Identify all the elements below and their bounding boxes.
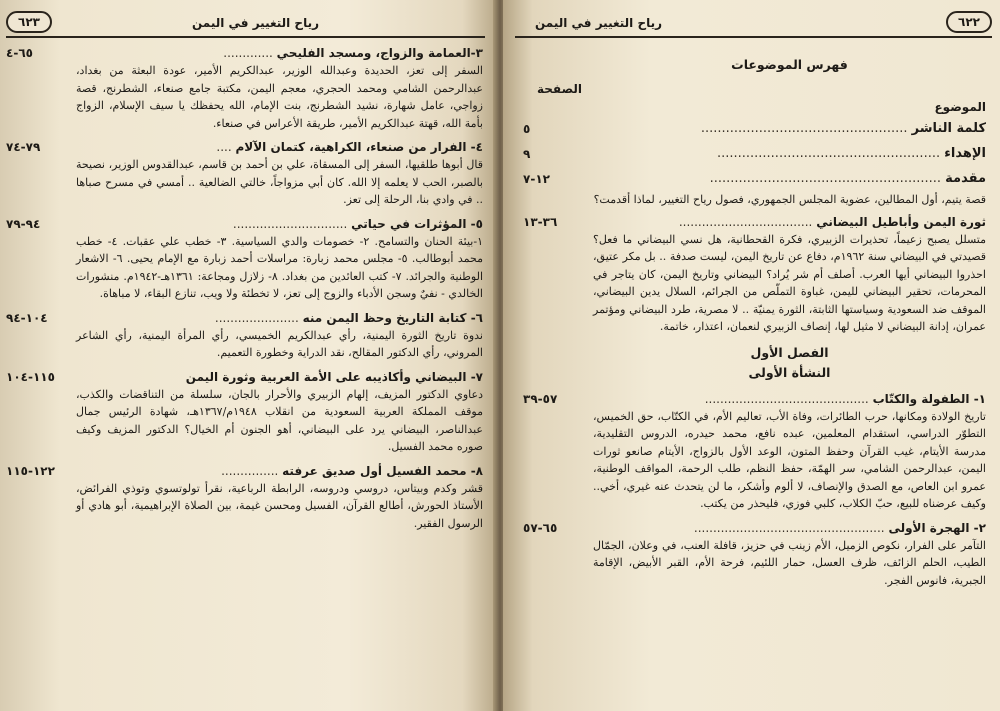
- toc-entry-title: ٤- الفرار من صنعاء، الكراهية، كتمان الآلام: [235, 140, 483, 154]
- toc-entry-title: ٥- المؤثرات في حياتي: [351, 216, 483, 231]
- toc-entry-body: التآمر على الفرار، نكوص الزميل، الأم زينب في حزيز، قافلة العنب، في وعلان، الجمّال الطيب، الحلم الزائف، ظرف العسل، حمار اللئيم، فرحة الأم، القبر الأبيض، الإقامة الجبرية، فانوس الفجر.: [593, 538, 986, 587]
- toc-entry-pages: ١١٥-١٠٤: [6, 369, 55, 384]
- toc-entry: ٨- محمد الفسيل أول صديق عرفته ............... ١٢٢-١١٥ قشر وكدم وبيتاس، دروسي ودروسه، الرابطة الرباعية، نقرأ تولوتسوي وتوذي الفرائض، الأستاذ الحورش، أطالع القرآن، الفسيل ومحسن غيمة، بين الصلاة الإبراهيمية، أبو هادي أو الرسول الفقير.: [6, 462, 483, 533]
- toc-entry-pages: ٦٥-٥٧: [523, 520, 558, 535]
- toc-entry-pages: ٣٦-١٣: [523, 214, 558, 229]
- left-toc-list: [6, 44, 483, 711]
- toc-entry: ٥- المؤثرات في حياتي .............................. ٩٤-٧٩ ١-بيئة الحنان والتسامح. ٢- خصومات والدي السياسية. ٣- خطب علي عقبات. ٤- خطب محمد أبوطالب. ٥- مجلس محمد زبارة: مراسلات أحمد زبارة مع الإمام يحيى. ٦- الاشعار الوطنية والجرائد. ٧- كتب العائدين من بغداد. ٨- زلازل ومجاعة: ١٣٦١هـ-١٩٤٢م. منشورات الخالدي - نفيٌ وسجن الأدباء والزوج إلى تعز، لا تخطئة ولا ويب، تنازع البقاء، لا مباهاة.: [6, 215, 483, 303]
- left-page: [0, 0, 497, 711]
- toc-entry: ٤- الفرار من صنعاء، الكراهية، كتمان الآلام .... ٧٩-٧٤ قال أبوها طلقيها، السفر إلى المسقاة، علي بن أحمد بن قاسم، عبدالقدوس الوزير، نصيحة بالصبر، الحب لا يعلمه إلا الله. كان أبي مزواجاً، خالتي الضالعية .. أمسي في مسرح صباها .. في وادي بنا، الرحلة إلى تعز.: [6, 138, 483, 209]
- toc-entry-title: ثورة اليمن وأباطيل البيضاني: [816, 214, 986, 229]
- toc-entry-title: مقدمة: [945, 171, 986, 186]
- toc-entry-body: ١-بيئة الحنان والتسامح. ٢- خصومات والدي السياسية. ٣- خطب علي عقبات. ٤- خطب محمد أبوطالب. ٥- مجلس محمد زبارة: مراسلات أحمد زبارة مع الإمام يحيى. ٦- الاشعار الوطنية والجرائد. ٧- كتب العائدين من بغداد. ٨- زلازل ومجاعة: ١٣٦١هـ-١٩٤٢م. منشورات الخالدي - نفيٌ وسجن الأدباء والزوج إلى تعز، لا تخطئة ولا ويب، تنازع البقاء، لا مباهاة.: [76, 234, 484, 300]
- toc-entry-body: السفر إلى تعز، الحديدة وعبدالله الوزير، عبدالكريم الأمير، عودة البعثة من بغداد، عبدالرحمن الشامي ومحمد الحجري، معجم اليمن، مكتبة جامع صنعاء، الشطرنج، قصة زواجي، عامل شهارة، نشيد الشطرنج، بنت الإمام، الله يحفظك يا سيف الإسلام، الزواج بأمة الله، قهتة عبدالكريم الأمير، طريقة الأعراس في صنعاء.: [76, 64, 483, 130]
- toc-entry-body: دعاوي الدكتور المزيف، إلهام الزبيري والأحرار بالجان، سلسلة من التناقضات والكذب، موقف المملكة العربية السعودية من انقلاب ١٩٤٨م/١٣٦٧هـ، شهادة الرئيس جمال عبدالناصر، البيضاني يرد على البيضاني، أهو الجنون أم الخيال؟ الدكتور المزيف وكيف صوره محمد الفسيل.: [76, 387, 484, 453]
- toc-entry-pages: ٩: [523, 147, 531, 161]
- toc-entry-pages: ٧٩-٧٤: [6, 140, 41, 154]
- toc-entry-title: ٨- محمد الفسيل أول صديق عرفته: [282, 463, 483, 478]
- right-running-title: رياح التغيير في اليمن: [535, 16, 663, 30]
- toc-entry-pages: ٥٧-٣٩: [523, 391, 558, 406]
- toc-entry: كلمة الناشر .................................................. ٥: [523, 121, 986, 136]
- toc-column-headers: [523, 80, 986, 114]
- toc-entry-body: قشر وكدم وبيتاس، دروسي ودروسه، الرابطة الرباعية، نقرأ تولوتسوي وتوذي الفرائض، الأستاذ الحورش، أطالع القرآن، الفسيل ومحسن غيمة، بين الصلاة الإبراهيمية، أبو هادي أو الرسول الفقير.: [76, 481, 483, 530]
- toc-entry-body: ندوة تاريخ الثورة اليمنية، رأي عبدالكريم الخميسي، رأي المرأة اليمنية، رأي الشاعر المروني، رأي الدكتور المقالح، نقد الدراية وخطورة التعميم.: [76, 328, 483, 359]
- toc-entry-pages: ٩٤-٧٩: [6, 216, 41, 231]
- toc-entry-title: ٢- الهجرة الأولى: [888, 520, 986, 535]
- toc-entry-body: تاريخ الولادة ومكانها، حرب الطائرات، وفاة الأب، تعاليم الأم، في الكتّاب، حق الخميس، التطوّر الدراسي، استقدام المعلمين، عبده نافع، محمد حيدره، الدروس التقليدية، مدرسة الأيتام، غيب القرآن وحفظ المتون، الوعد الأول بالزواج، الأيتام صانعو ثورات اليمن، عبدالرحمن الشامي، سر الهمّة، حفظ النظم، طلب الرحمة، المواقف الوطنية، عمرو ابن العاص، مع الصدق والإنصاف، لا ألوم وأشكر، ما لن يتحدث عنه غيري، أخي.. وكيف عرضناه للبيع، حبّ الكلاب، كلبي فوزي، فليحذر من يكتب.: [593, 409, 986, 510]
- toc-title: فهرس الموضوعات: [731, 57, 848, 72]
- toc-entry-body: قال أبوها طلقيها، السفر إلى المسقاة، علي بن أحمد بن قاسم، عبدالقدوس الوزير، نصيحة بالصبر، الحب لا يعلمه إلا الله. كان أبي مزواجاً، خالتي الضالعية .. أمسي في مسرح صباها .. في وادي بنا، الرحلة إلى تعز.: [76, 158, 483, 206]
- toc-entry: ثورة اليمن وأباطيل البيضاني ................................... ٣٦-١٣ متسلل يصبح زعيماً، تحذيرات الزبيري، فكرة القحطانية، هل نسي البيضاني ما فعل؟ قصيدتي في البيضاني سنة ١٩٦٢م، دفاع عن تاريخ اليمن، ليست صدفة .. بل مكر عتيق، احذروا البيضاني أيها العرب. أصلف أم شر يُراد؟ البيضاني وتاريخ اليمن، كان يتاجر في المحرمات، تحقير البيضاني لليمن، غباوة التملّص من الجرائم، السلال يدين البيضاني، الموقف ضد السعودية وسياستها الثابتة، الثورة يمنيّة .. لا مصرية، طرد البيضاني ومؤتمر عمران، إدانة البيضاني لا مثيل لها، إنصاف الزبيري لنعمان، اعتذار، خاتمة.: [523, 213, 986, 336]
- toc-entry-body: متسلل يصبح زعيماً، تحذيرات الزبيري، فكرة القحطانية، هل نسي البيضاني ما فعل؟ قصيدتي في البيضاني سنة ١٩٦٢م، دفاع عن تاريخ اليمن، ليست صدفة .. بل مكر عتيق، احذروا البيضاني أيها العرب. أصلف أم شر يُراد؟ البيضاني وتاريخ اليمن، كان يتاجر في المحرمات، تحقير البيضاني لليمن، غباوة التملّص من الجرائم، السلال يدين البيضاني، الموقف ضد السعودية وسياستها الثابتة، الثورة يمنيّة .. لا مصرية، طرد البيضاني ومؤتمر عمران، إدانة البيضاني لا مثيل لها، إنصاف الزبيري لنعمان، اعتذار، خاتمة.: [593, 232, 986, 333]
- toc-entry: مقدمة ........................................................ ١٢-٧: [523, 171, 986, 186]
- left-page-number: ٦٢٣: [6, 11, 52, 33]
- toc-entry: ٣-العمامة والزواج، ومسجد الفليحي ............. ٦٥-٤ السفر إلى تعز، الحديدة وعبدالله الوزير، عبدالكريم الأمير، عودة البعثة من بغداد، عبدالرحمن الشامي ومحمد الحجري، معجم اليمن، مكتبة جامع صنعاء، الشطرنج، قصة زواجي، عامل شهارة، نشيد الشطرنج، بنت الإمام، الله يحفظك يا سيف الإسلام، الزواج بأمة الله، قهتة عبدالكريم الأمير، طريقة الأعراس في صنعاء.: [6, 44, 483, 132]
- right-page-number: ٦٢٢: [946, 11, 992, 33]
- toc-entry-title: ٦- كتابة التاريخ وحظ اليمن منه: [302, 310, 483, 325]
- toc-entry: ١- الطفولة والكتّاب ........................................... ٥٧-٣٩ تاريخ الولادة ومكانها، حرب الطائرات، وفاة الأب، تعاليم الأم، في الكتّاب، حق الخميس، التطوّر الدراسي، استقدام المعلمين، عبده نافع، محمد حيدره، الدروس التقليدية، مدرسة الأيتام، غيب القرآن وحفظ المتون، الوعد الأول بالزواج، الأيتام صانعو ثورات اليمن، عبدالرحمن الشامي، سر الهمّة، حفظ النظم، طلب الرحمة، المواقف الوطنية، عمرو ابن العاص، مع الصدق والإنصاف، لا ألوم وأشكر، ما لن يتحدث عنه غيري، أخي.. وكيف عرضناه للبيع، حبّ الكلاب، كلبي فوزي، فليحذر من يكتب.: [523, 390, 986, 513]
- toc-entry: ٢- الهجرة الأولى .................................................. ٦٥-٥٧ التآمر على الفرار، نكوص الزميل، الأم زينب في حزيز، قافلة العنب، في وعلان، الجمّال الطيب، الحلم الزائف، ظرف العسل، حمار اللئيم، فرحة الأم، القبر الأبيض، الإقامة الجبرية، فانوس الفجر.: [523, 519, 986, 590]
- chapter-subtitle: النشأة الأولى: [748, 364, 831, 380]
- toc-entry-pages: ٦٥-٤: [6, 46, 33, 60]
- left-running-title: رياح التغيير في اليمن: [191, 16, 319, 30]
- right-page: [503, 0, 1000, 711]
- toc-entry-pages: ٥: [523, 122, 531, 136]
- left-running-head: [6, 6, 485, 38]
- intro-body: قصة يتيم، أول المطالين، عضوية المجلس الجمهوري، فصول رياح التغيير، لماذا أقدمت؟: [593, 193, 986, 206]
- column-header-topic: الموضوع: [934, 100, 986, 114]
- right-running-head: [515, 6, 992, 38]
- toc-entry-pages: ١٠٤-٩٤: [6, 310, 48, 325]
- toc-entry-pages: ١٢-٧: [523, 172, 550, 186]
- chapter-title: الفصل الأول: [750, 344, 829, 360]
- right-toc-list: [523, 44, 986, 711]
- toc-entry-title: ٣-العمامة والزواج، ومسجد الفليحي: [276, 46, 483, 60]
- toc-entry-title: كلمة الناشر: [911, 121, 986, 136]
- column-header-page: الصفحة: [537, 82, 583, 96]
- toc-entry: [6, 368, 483, 456]
- toc-entry-pages: ١٢٢-١١٥: [6, 463, 55, 478]
- toc-entry: ٦- كتابة التاريخ وحظ اليمن منه ...................... ١٠٤-٩٤ ندوة تاريخ الثورة اليمنية، رأي عبدالكريم الخميسي، رأي المرأة اليمنية، رأي الشاعر المروني، رأي الدكتور المقالح، نقد الدراية وخطورة التعميم.: [6, 309, 483, 362]
- toc-entry-title: ١- الطفولة والكتّاب: [872, 391, 986, 406]
- toc-entry: الإهداء ...................................................... ٩: [523, 146, 986, 161]
- toc-entry-title: الإهداء: [944, 146, 986, 161]
- toc-entry-title: ٧- البيضاني وأكاذيبه على الأمة العربية وثورة اليمن: [185, 369, 483, 384]
